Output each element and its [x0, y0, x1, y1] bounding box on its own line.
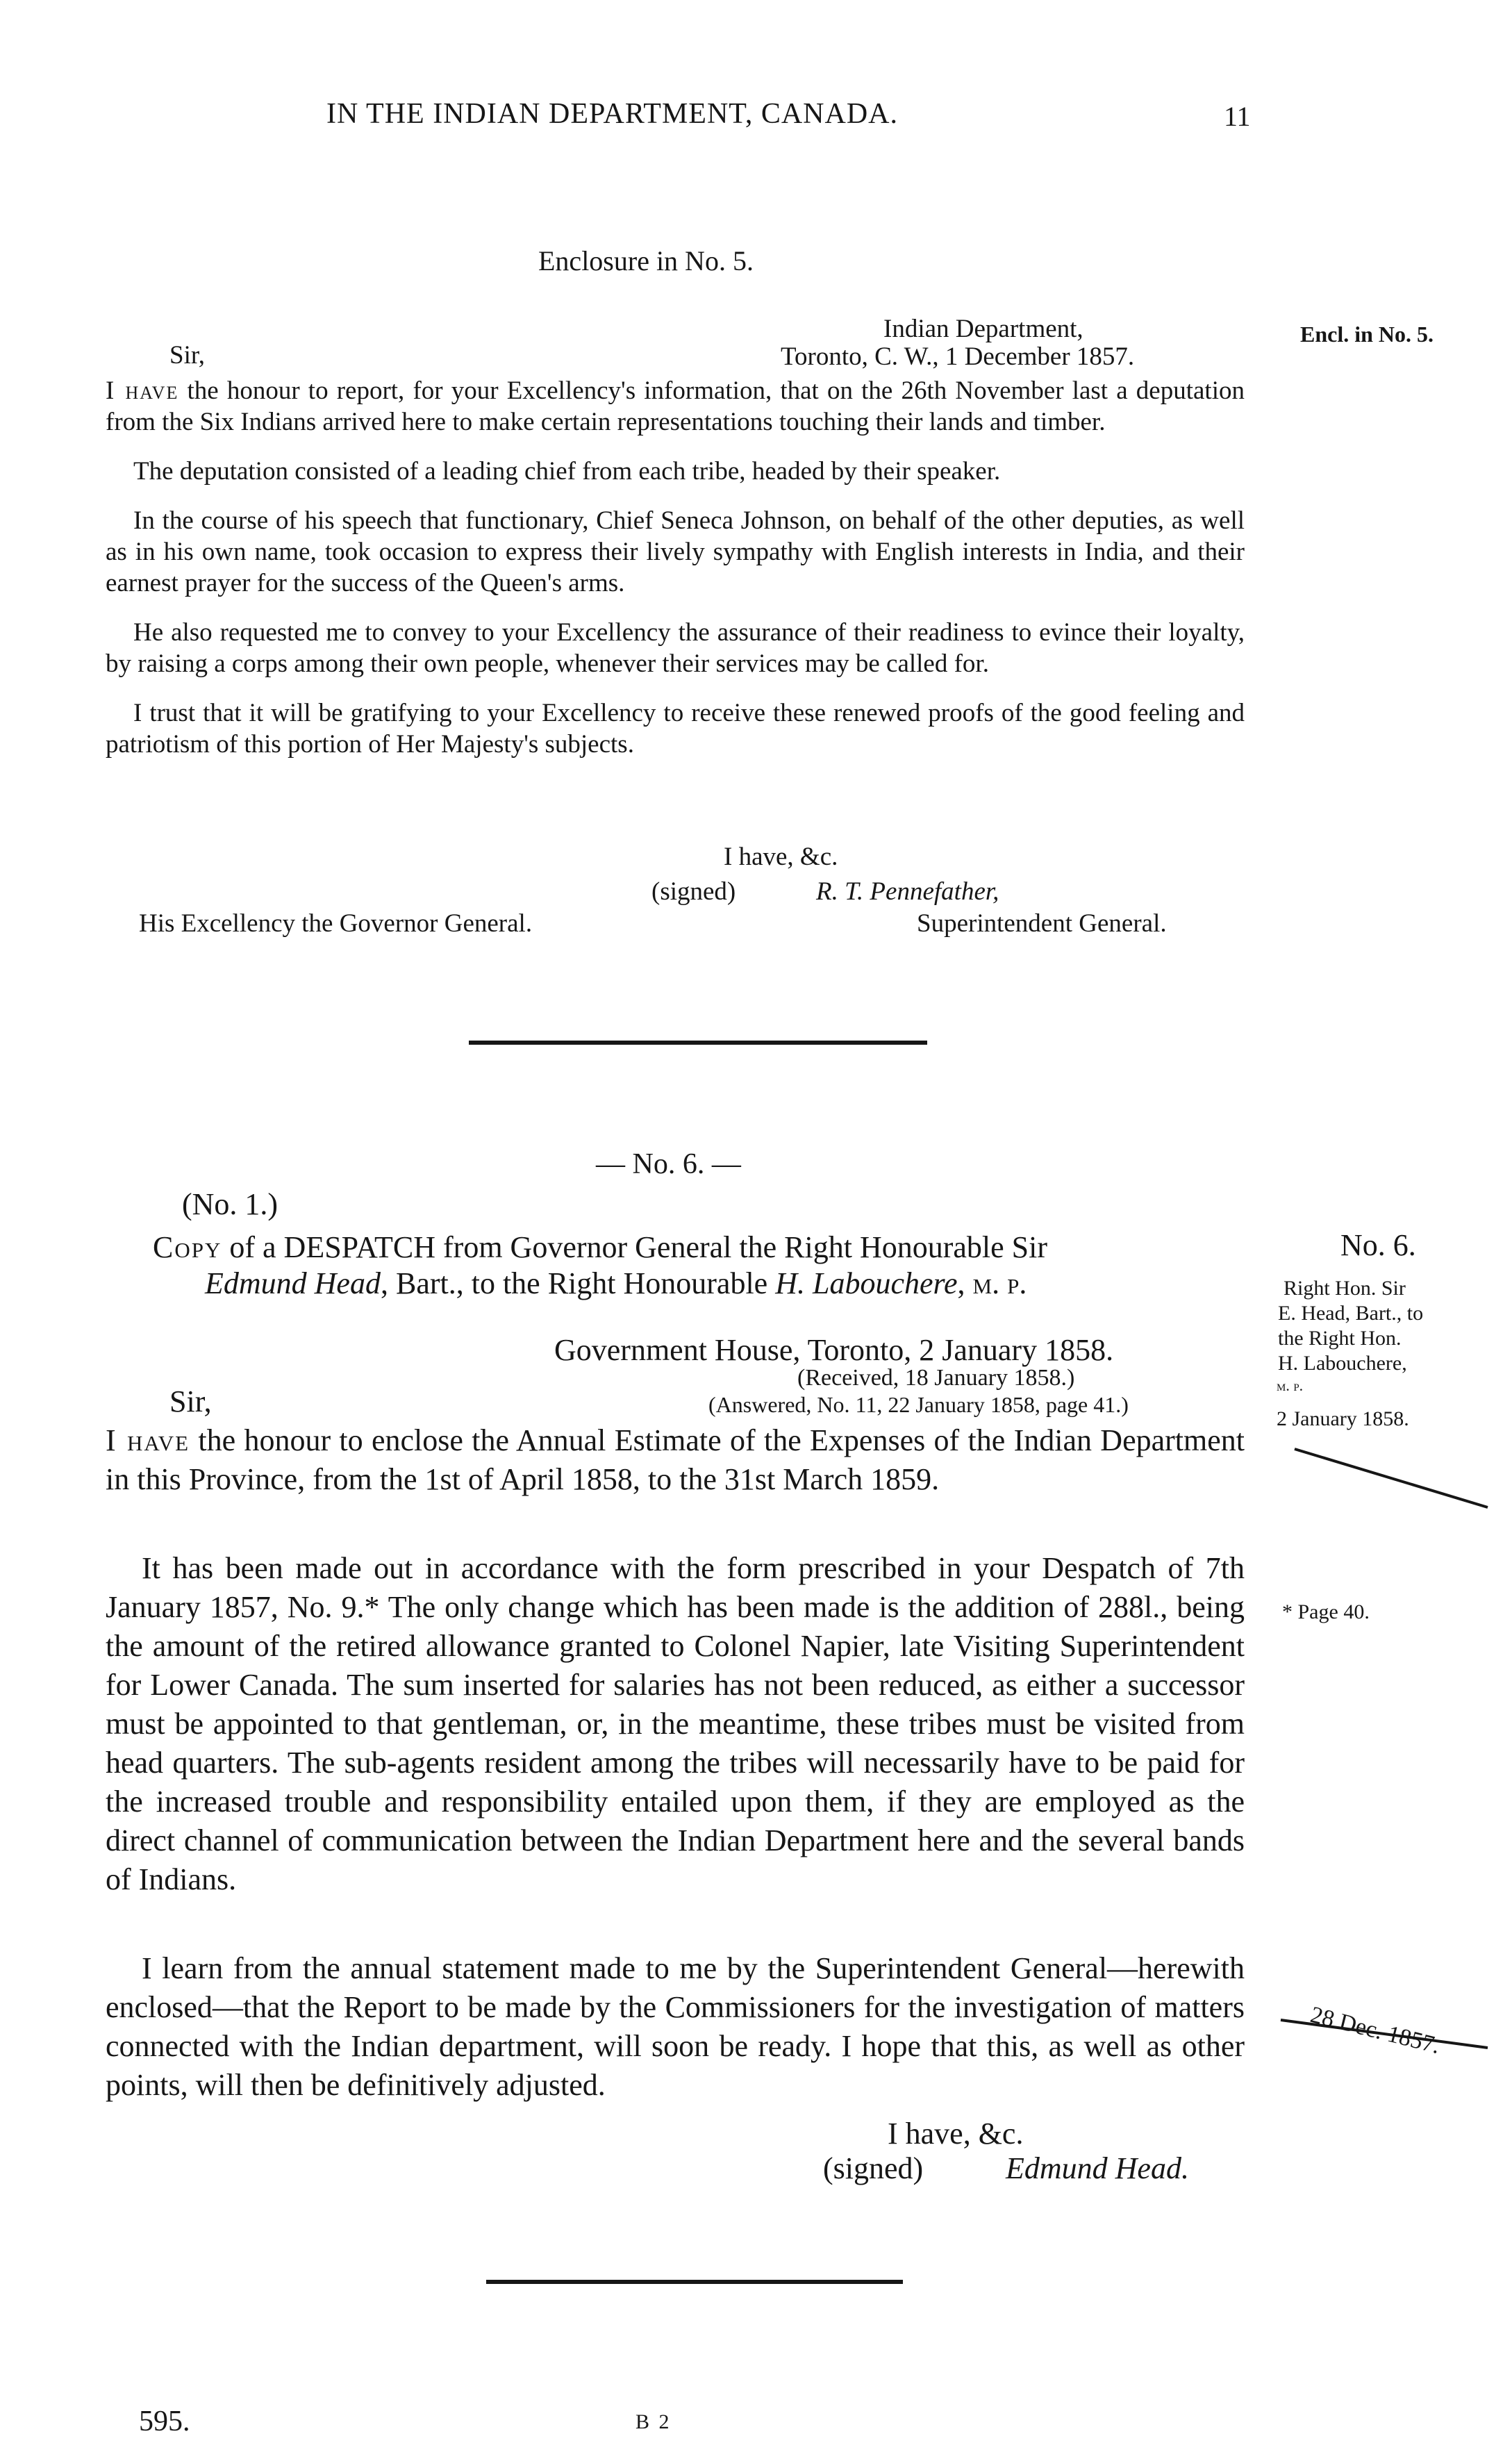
despatch-p1-rest: the honour to enclose the Annual Estimate of the Expenses of the Indian Department in this Province, from the 1st of April 1858, to the 31st March 1859. [106, 1423, 1245, 1496]
enclosure-paragraph: I trust that it will be gratifying to your Excellency to receive these renewed proofs of the good feeling and patriotism of this portion of Her Majesty's subjects. [106, 699, 1245, 759]
despatch-number: (No. 1.) [182, 1187, 279, 1221]
despatch-recipient-name: H. Labouchere [775, 1266, 958, 1300]
margin-no-6: No. 6. [1340, 1228, 1416, 1262]
enclosure-p1-rest: the honour to report, for your Excellency's information, that on the 26th November last a deputation from the Six Indians arrived here to make certain representations touching their lands and timber. [106, 376, 1245, 436]
despatch-copy-word: Copy [153, 1230, 222, 1264]
despatch-title-line1 [153, 1230, 1047, 1265]
running-title: IN THE INDIAN DEPARTMENT, CANADA. [326, 98, 899, 130]
enclosure-p1-lead: I have [106, 376, 179, 405]
despatch-signature-name: Edmund Head. [1006, 2151, 1189, 2185]
section-divider [486, 2280, 903, 2284]
despatch-heading: — No. 6. — [596, 1148, 741, 1180]
margin-rule-slanted [1293, 1445, 1489, 1512]
enclosure-body [106, 375, 1245, 760]
margin-recipient-line: the Right Hon. [1278, 1327, 1402, 1350]
despatch-signature [1006, 2151, 1189, 2186]
enclosure-paragraph: The deputation consisted of a leading chief from each tribe, headed by their speaker. [133, 457, 1001, 486]
enclosure-paragraph: In the course of his speech that functionary, Chief Seneca Johnson, on behalf of the other deputies, as well as in his own name, took occasion to express their lively sympathy with English interests in India, and their earnest prayer for the success of the Queen's arms. [106, 506, 1245, 597]
margin-recipient-line: H. Labouchere, [1278, 1352, 1407, 1375]
enclosure-salutation: Sir, [169, 341, 205, 370]
margin-footnote-ref: * Page 40. [1282, 1600, 1370, 1623]
despatch-title-line2 [205, 1266, 1027, 1301]
despatch-received: (Received, 18 January 1858.) [797, 1365, 1075, 1391]
page-number: 11 [1224, 101, 1251, 132]
section-divider [469, 1041, 927, 1045]
despatch-paragraph: It has been made out in accordance with the form prescribed in your Despatch of 7th January 1857, No. 9.* The only change which has been made is the addition of 288l., being the amount of the retired allowance granted to Colonel Napier, late Visiting Superintendent for Lower Canada. The sum inserted for salaries has not been reduced, as either a successor must be appointed to that gentleman, or, in the meantime, these tribes must be visited from head quarters. The sub-agents resident among the tribes will necessarily have to be paid for the increased trouble and responsibility entailed upon them, if they are employed as the direct channel of communication between the Indian Department here and the several bands of Indians. [106, 1551, 1245, 1896]
margin-recipient-line: E. Head, Bart., to [1278, 1302, 1424, 1325]
enclosure-title: Superintendent General. [917, 909, 1167, 938]
despatch-title-mid: , Bart., to the Right Honourable [380, 1266, 776, 1300]
despatch-title-rest: of a DESPATCH from Governor General the Right Honourable Sir [222, 1230, 1047, 1264]
enclosure-margin-note: Encl. in No. 5. [1300, 322, 1434, 347]
margin-recipient-line: Right Hon. Sir [1283, 1277, 1406, 1300]
enclosure-signed: (signed) [651, 877, 736, 906]
enclosure-signature-name: R. T. Pennefather, [816, 877, 999, 906]
despatch-title-end: , m. p. [957, 1266, 1027, 1300]
enclosure-heading: Enclosure in No. 5. [538, 245, 754, 276]
despatch-place-date: Government House, Toronto, 2 January 1858. [554, 1333, 1114, 1367]
footer-page-ref: 595. [139, 2406, 190, 2437]
margin-recipient-line: m. p. [1277, 1377, 1304, 1394]
despatch-paragraph: I learn from the annual statement made to me by the Superintendent General—herewith enclosed—that the Report to be made by the Commissioners for the investigation of matters connected with the Indian department, will soon be ready. I hope that this, as well as other points, will then be definitively adjusted. [106, 1951, 1245, 2102]
despatch-sender-name: Edmund Head [205, 1266, 381, 1300]
despatch-closing: I have, &c. [888, 2117, 1024, 2151]
enclosure-addressee: His Excellency the Governor General. [139, 909, 533, 938]
despatch-body [106, 1421, 1245, 2105]
despatch-paragraph [106, 1421, 1245, 1499]
enclosure-address-line2: Toronto, C. W., 1 December 1857. [781, 342, 1135, 371]
despatch-p1-lead: I have [106, 1423, 190, 1457]
enclosure-paragraph: He also requested me to convey to your Excellency the assurance of their readiness to evince their loyalty, by raising a corps among their own people, whenever their services may be called for. [106, 618, 1245, 678]
enclosure-address-line1: Indian Department, [883, 315, 1083, 343]
margin-date-note: 28 Dec. 1857. [1308, 2002, 1443, 2060]
enclosure-signature [816, 877, 999, 906]
despatch-answered: (Answered, No. 11, 22 January 1858, page 41.) [708, 1392, 1129, 1417]
footer-signature-mark: B 2 [635, 2410, 672, 2433]
despatch-signed: (signed) [823, 2151, 924, 2185]
margin-date: 2 January 1858. [1277, 1407, 1409, 1430]
enclosure-closing: I have, &c. [724, 843, 838, 871]
enclosure-paragraph [106, 375, 1245, 438]
despatch-salutation: Sir, [169, 1384, 212, 1418]
